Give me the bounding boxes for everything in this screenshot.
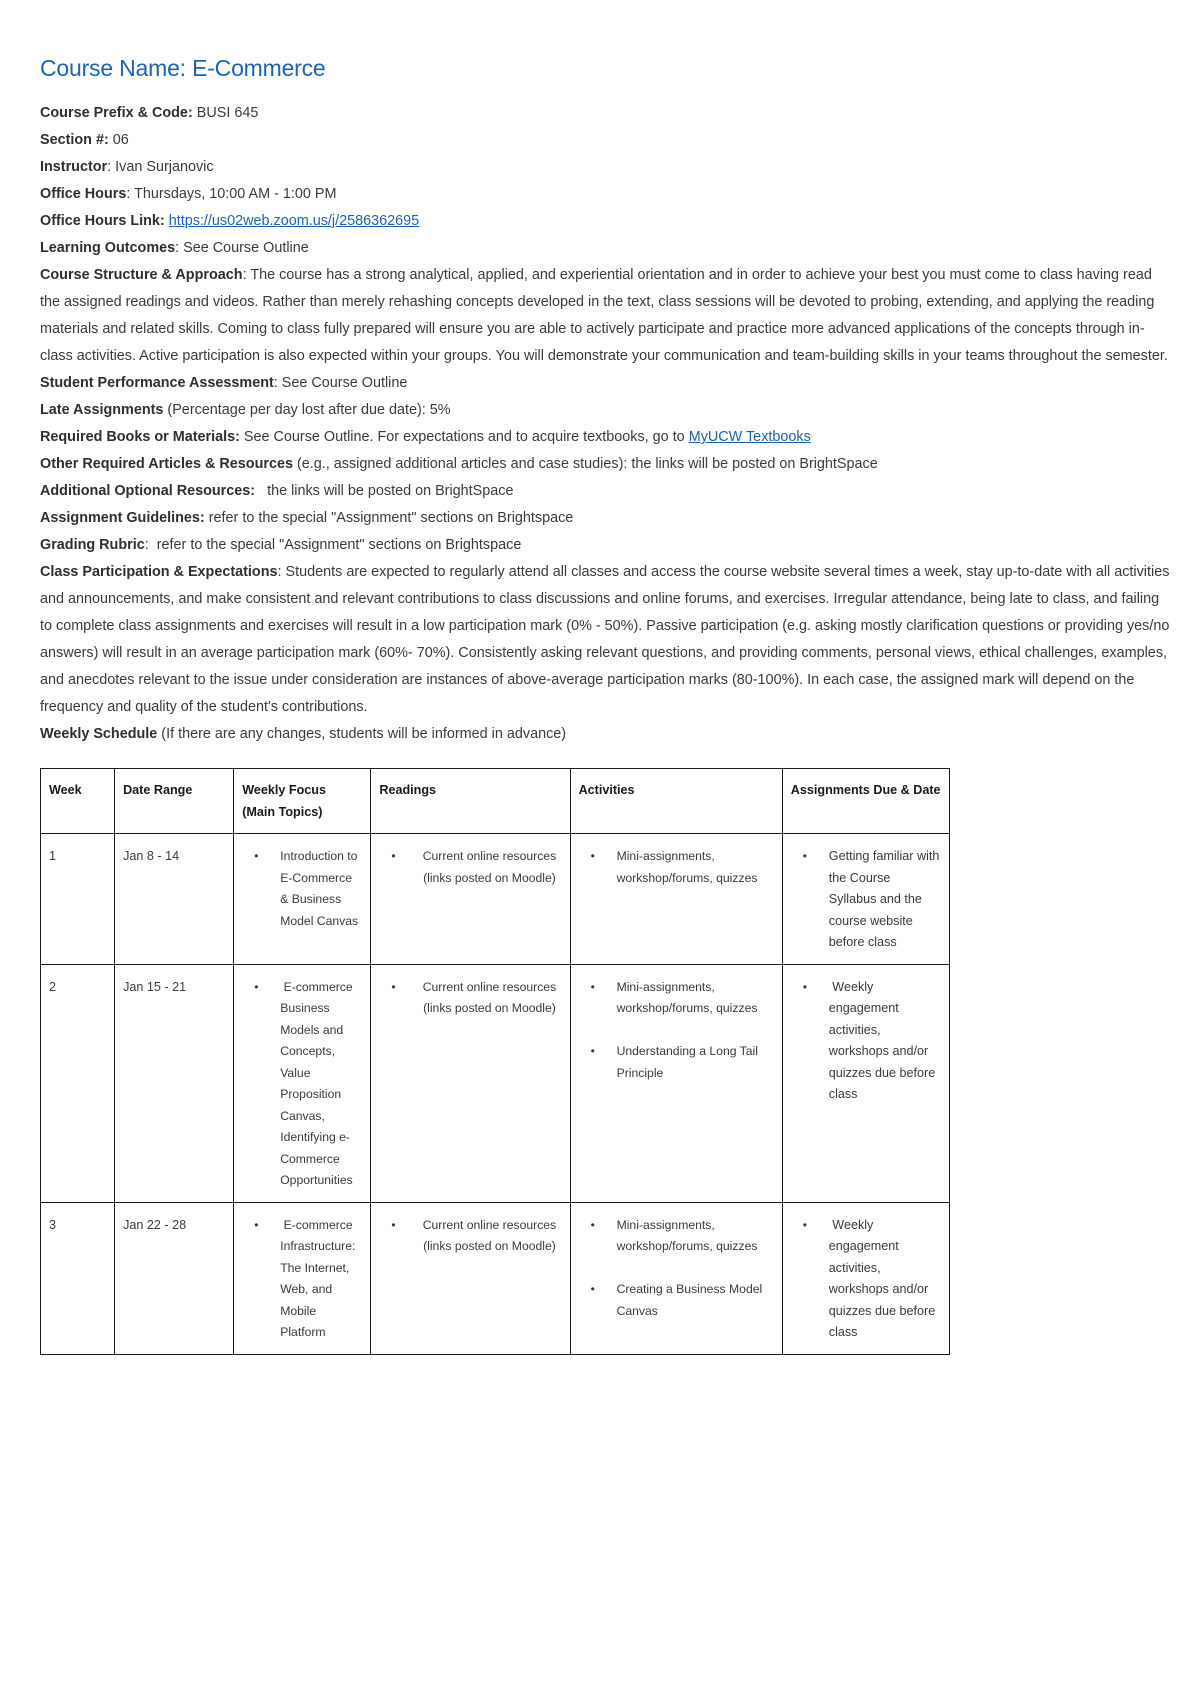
course-structure-label: Course Structure & Approach xyxy=(40,267,243,283)
course-title: Course Name: E-Commerce xyxy=(40,55,326,81)
weekly-focus-cell xyxy=(234,1202,371,1354)
class-participation-label: Class Participation & Expectations xyxy=(40,564,278,580)
bullet-icon: • xyxy=(802,979,807,994)
section-value: 06 xyxy=(108,132,129,148)
activities-cell xyxy=(570,964,782,1202)
list-item xyxy=(579,1041,774,1084)
late-assignments-label: Late Assignments xyxy=(40,402,164,418)
list-item xyxy=(242,977,362,1192)
course-info xyxy=(40,100,1170,748)
list-item xyxy=(242,1215,362,1344)
class-participation-line xyxy=(40,559,1170,721)
activities-cell xyxy=(570,1202,782,1354)
bullet-icon: • xyxy=(802,849,807,863)
bullet-icon: • xyxy=(590,1217,595,1232)
activity-text: Mini-assignments, workshop/forums, quizzes xyxy=(616,979,758,1015)
optional-resources-value: the links will be posted on BrightSpace xyxy=(255,483,514,499)
list-item xyxy=(579,1279,774,1322)
weekly-schedule-value: (If there are any changes, students will be informed in advance) xyxy=(157,726,567,742)
list-item xyxy=(379,1215,561,1258)
assignment-text: Weekly engagement activities, workshops and/or quizzes due before class xyxy=(828,1217,939,1339)
list-item xyxy=(579,1215,774,1258)
activities-cell xyxy=(570,834,782,965)
header-assignments: Assignments Due & Date xyxy=(782,769,949,834)
readings-text: Current online resources (links posted on Moodle) xyxy=(422,979,557,1015)
assessment-label: Student Performance Assessment xyxy=(40,375,274,391)
week-number: 1 xyxy=(41,834,115,965)
list-item xyxy=(791,846,941,954)
grading-rubric-line xyxy=(40,532,1170,559)
header-readings: Readings xyxy=(371,769,570,834)
bullet-icon: • xyxy=(391,849,396,863)
bullet-icon: • xyxy=(254,849,259,863)
table-header-row xyxy=(41,769,950,834)
table-row xyxy=(41,1202,950,1354)
date-range: Jan 22 - 28 xyxy=(115,1202,234,1354)
table-row xyxy=(41,964,950,1202)
header-weekly-focus xyxy=(234,769,371,834)
instructor-line xyxy=(40,154,1170,181)
header-week: Week xyxy=(41,769,115,834)
bullet-icon: • xyxy=(391,1217,396,1232)
activity-text: Mini-assignments, workshop/forums, quizzes xyxy=(616,849,758,885)
assignments-cell xyxy=(782,964,949,1202)
readings-cell xyxy=(371,964,570,1202)
assignment-guidelines-label: Assignment Guidelines: xyxy=(40,510,205,526)
required-books-line xyxy=(40,424,1170,451)
date-range: Jan 15 - 21 xyxy=(115,964,234,1202)
readings-text: Current online resources (links posted on Moodle) xyxy=(422,1217,557,1253)
grading-rubric-value: : refer to the special "Assignment" sections on Brightspace xyxy=(144,537,522,553)
section-label: Section #: xyxy=(40,132,109,148)
list-item xyxy=(791,1215,941,1344)
required-books-value: See Course Outline. For expectations and to acquire textbooks, go to xyxy=(239,429,689,445)
header-activities: Activities xyxy=(570,769,782,834)
assignments-cell xyxy=(782,1202,949,1354)
course-prefix-label: Course Prefix & Code: xyxy=(40,105,193,121)
bullet-icon: • xyxy=(590,1044,595,1058)
office-hours-zoom-link[interactable]: https://us02web.zoom.us/j/2586362695 xyxy=(168,213,420,229)
readings-text: Current online resources (links posted on Moodle) xyxy=(422,849,557,885)
late-assignments-line xyxy=(40,397,1170,424)
header-weekly-focus-sub: (Main Topics) xyxy=(242,804,323,819)
bullet-icon: • xyxy=(254,1217,259,1232)
list-item xyxy=(379,977,561,1020)
course-structure-line xyxy=(40,262,1170,370)
office-hours-line xyxy=(40,181,1170,208)
activity-text: Mini-assignments, workshop/forums, quizzes xyxy=(616,1217,758,1253)
bullet-icon: • xyxy=(590,1282,595,1296)
instructor-value: : Ivan Surjanovic xyxy=(107,159,214,175)
late-assignments-value: (Percentage per day lost after due date): 5% xyxy=(163,402,451,418)
optional-resources-label: Additional Optional Resources: xyxy=(40,483,256,499)
textbooks-link[interactable]: MyUCW Textbooks xyxy=(688,429,811,445)
class-participation-value: : Students are expected to regularly attend all classes and access the course website several times a week, stay up-to-date with all activities and announcements, and make consistent and relevant contributions to class discussions and online forums, and exercises. Irregular attendance, being late to class, and failing to complete class assignments and exercises will result in a low participation mark (0% - 50%). Passive participation (e.g. asking mostly clarification questions or providing yes/no answers) will result in an average participation mark (60%- 70%). Consistently asking relevant questions, and providing comments, personal views, ethical challenges, examples, and anecdotes relevant to the issue under consideration are instances of above-average participation marks (80-100%). In each case, the assigned mark will depend on the frequency and quality of the student's contributions. xyxy=(40,564,1170,715)
other-resources-value: (e.g., assigned additional articles and case studies): the links will be posted on BrightSpace xyxy=(292,456,878,472)
assignments-cell xyxy=(782,834,949,965)
weekly-schedule-line xyxy=(40,721,1170,748)
instructor-label: Instructor xyxy=(40,159,108,175)
assessment-value: : See Course Outline xyxy=(273,375,408,391)
bullet-icon: • xyxy=(802,1217,807,1232)
activity-text: Creating a Business Model Canvas xyxy=(616,1282,763,1318)
office-hours-link-line xyxy=(40,208,1170,235)
list-item xyxy=(791,977,941,1106)
course-prefix-value: BUSI 645 xyxy=(192,105,259,121)
grading-rubric-label: Grading Rubric xyxy=(40,537,145,553)
weekly-schedule-label: Weekly Schedule xyxy=(40,726,158,742)
table-row xyxy=(41,834,950,965)
learning-outcomes-line xyxy=(40,235,1170,262)
assignment-guidelines-line xyxy=(40,505,1170,532)
bullet-icon: • xyxy=(590,849,595,863)
readings-cell xyxy=(371,834,570,965)
weekly-focus-text: Introduction to E-Commerce & Business Model Canvas xyxy=(280,849,359,928)
list-item xyxy=(242,846,362,932)
bullet-icon: • xyxy=(590,979,595,994)
week-number: 3 xyxy=(41,1202,115,1354)
other-resources-label: Other Required Articles & Resources xyxy=(40,456,293,472)
weekly-focus-cell xyxy=(234,834,371,965)
office-hours-value: : Thursdays, 10:00 AM - 1:00 PM xyxy=(126,186,337,202)
header-date-range: Date Range xyxy=(115,769,234,834)
office-hours-link-label: Office Hours Link: xyxy=(40,213,165,229)
bullet-icon: • xyxy=(254,979,259,994)
week-number: 2 xyxy=(41,964,115,1202)
required-books-label: Required Books or Materials: xyxy=(40,429,240,445)
list-item xyxy=(579,977,774,1020)
weekly-focus-cell xyxy=(234,964,371,1202)
section-line xyxy=(40,127,1170,154)
weekly-focus-text: E-commerce Infrastructure: The Internet, Web, and Mobile Platform xyxy=(280,1217,359,1339)
assessment-line xyxy=(40,370,1170,397)
weekly-schedule-table xyxy=(40,768,950,1355)
learning-outcomes-label: Learning Outcomes xyxy=(40,240,176,256)
assignment-guidelines-value: refer to the special "Assignment" sections on Brightspace xyxy=(204,510,574,526)
list-item xyxy=(379,846,561,889)
header-weekly-focus-title: Weekly Focus xyxy=(242,783,326,797)
optional-resources-line xyxy=(40,478,1170,505)
list-item xyxy=(579,846,774,889)
weekly-focus-text: E-commerce Business Models and Concepts, Value Proposition Canvas, Identifying e-Commerce Opportunities xyxy=(280,979,357,1187)
course-structure-value: : The course has a strong analytical, applied, and experiential orientation and in order to achieve your best you must come to class having read the assigned readings and videos. Rather than merely rehashing concepts developed in the text, class sessions will be devoted to probing, extending, and applying the reading materials and related skills. Coming to class fully prepared will ensure you are able to actively participate and practice more advanced applications of the concepts through in-class activities. Active participation is also expected within your groups. You will demonstrate your communication and team-building skills in your teams throughout the semester. xyxy=(40,267,1168,364)
readings-cell xyxy=(371,1202,570,1354)
learning-outcomes-value: : See Course Outline xyxy=(175,240,309,256)
assignment-text: Getting familiar with the Course Syllabus and the course website before class xyxy=(828,849,940,949)
assignment-text: Weekly engagement activities, workshops and/or quizzes due before class xyxy=(828,979,939,1101)
activity-text: Understanding a Long Tail Principle xyxy=(616,1044,758,1080)
office-hours-label: Office Hours xyxy=(40,186,127,202)
bullet-icon: • xyxy=(391,979,396,994)
course-prefix-line xyxy=(40,100,1170,127)
date-range: Jan 8 - 14 xyxy=(115,834,234,965)
other-resources-line xyxy=(40,451,1170,478)
